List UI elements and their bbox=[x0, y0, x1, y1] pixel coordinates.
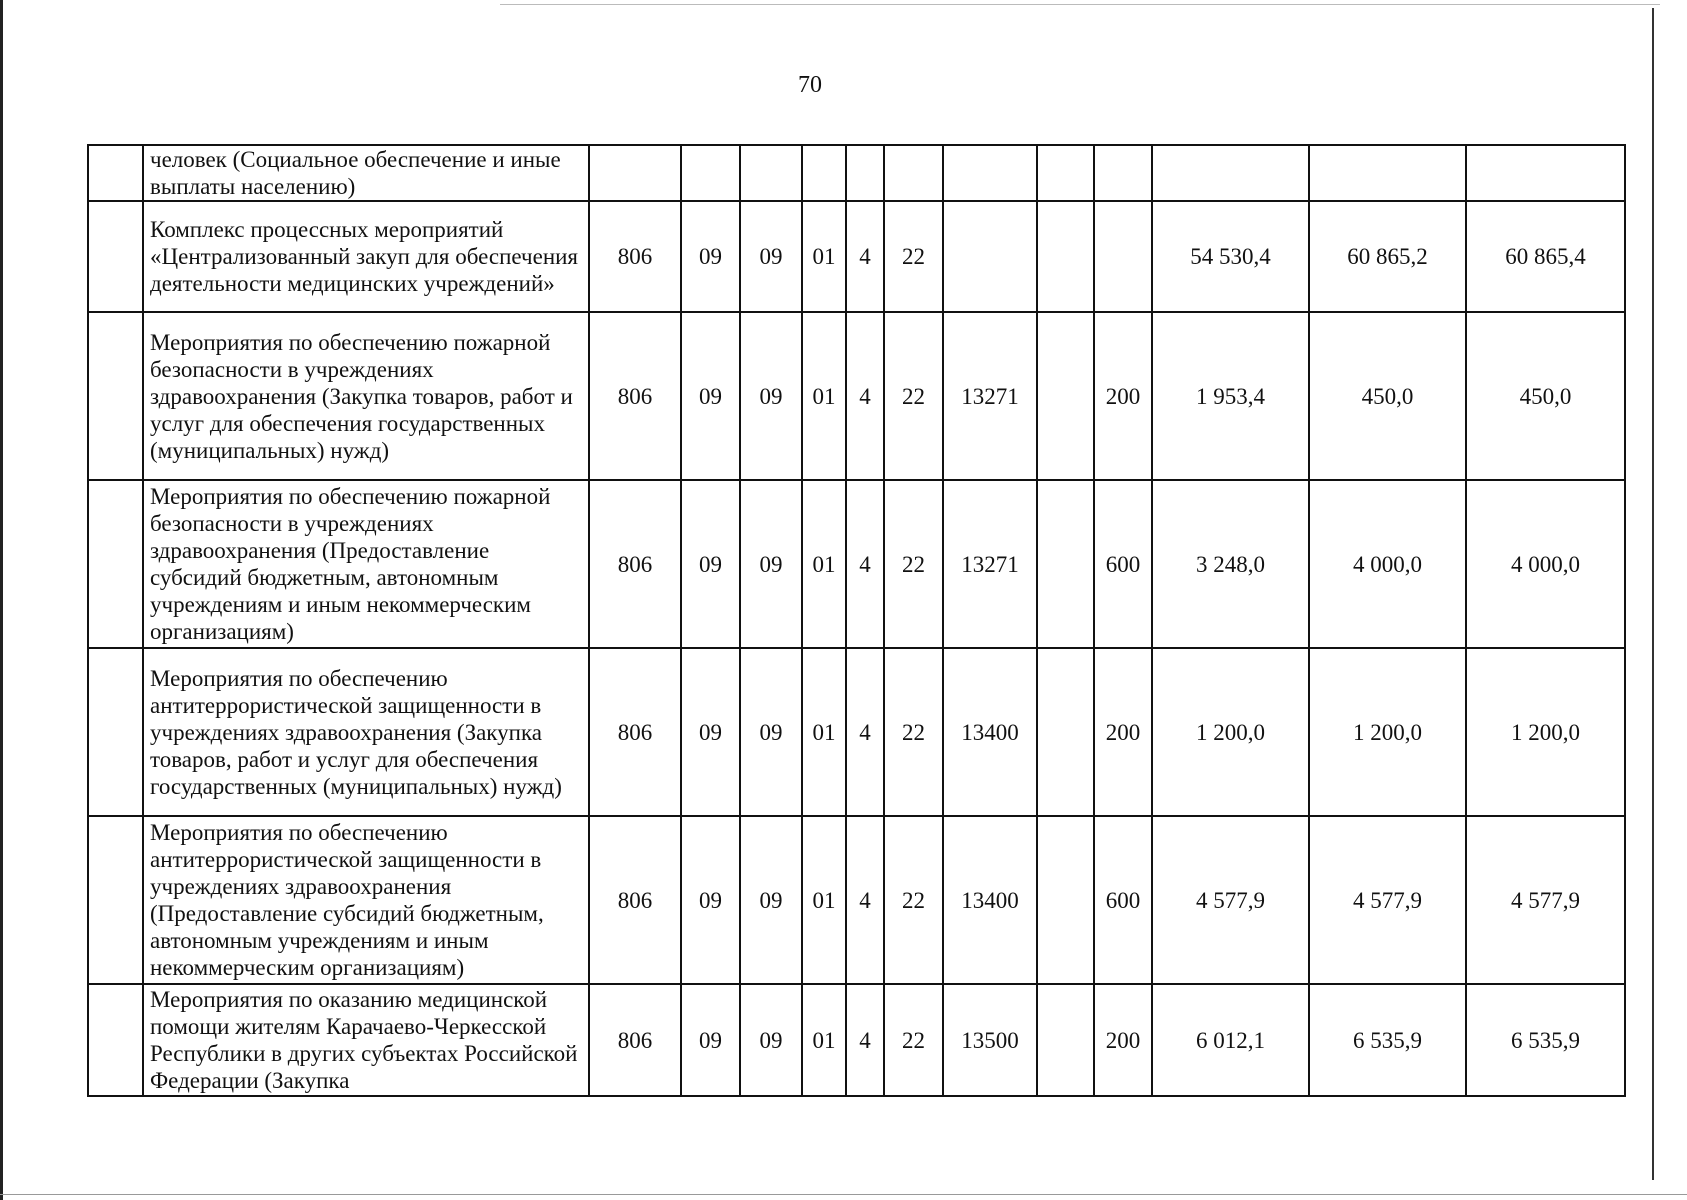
code-cell: 806 bbox=[589, 816, 681, 984]
code-cell: 200 bbox=[1094, 984, 1152, 1096]
row-index-cell bbox=[88, 480, 143, 648]
scan-line-top bbox=[500, 4, 1660, 5]
code-cell: 01 bbox=[802, 201, 846, 312]
code-cell: 09 bbox=[681, 312, 740, 480]
table-row bbox=[88, 201, 1625, 312]
code-cell: 806 bbox=[589, 312, 681, 480]
row-index-cell bbox=[88, 816, 143, 984]
code-cell: 09 bbox=[740, 816, 802, 984]
amount-cell: 1 953,4 bbox=[1152, 312, 1309, 480]
code-cell: 4 bbox=[846, 816, 884, 984]
scan-line-bottom bbox=[0, 1194, 1687, 1195]
code-cell: 22 bbox=[884, 984, 943, 1096]
amount-cell: 6 012,1 bbox=[1152, 984, 1309, 1096]
code-cell: 13400 bbox=[943, 816, 1037, 984]
code-cell bbox=[943, 145, 1037, 201]
code-cell: 13271 bbox=[943, 480, 1037, 648]
code-cell: 22 bbox=[884, 816, 943, 984]
amount-cell: 450,0 bbox=[1309, 312, 1466, 480]
code-cell: 01 bbox=[802, 816, 846, 984]
scan-edge-left bbox=[0, 0, 3, 1200]
code-cell: 806 bbox=[589, 480, 681, 648]
code-cell: 22 bbox=[884, 312, 943, 480]
code-cell: 09 bbox=[681, 816, 740, 984]
code-cell bbox=[1037, 984, 1094, 1096]
code-cell: 4 bbox=[846, 201, 884, 312]
table-row bbox=[88, 648, 1625, 816]
code-cell: 4 bbox=[846, 648, 884, 816]
code-cell bbox=[681, 145, 740, 201]
code-cell: 01 bbox=[802, 312, 846, 480]
amount-cell: 60 865,2 bbox=[1309, 201, 1466, 312]
amount-cell: 6 535,9 bbox=[1309, 984, 1466, 1096]
code-cell: 13500 bbox=[943, 984, 1037, 1096]
row-description: человек (Социальное обеспечение и иные выплаты населению) bbox=[143, 145, 589, 201]
code-cell: 4 bbox=[846, 480, 884, 648]
amount-cell: 1 200,0 bbox=[1152, 648, 1309, 816]
code-cell: 22 bbox=[884, 201, 943, 312]
code-cell bbox=[589, 145, 681, 201]
amount-cell: 4 577,9 bbox=[1152, 816, 1309, 984]
row-index-cell bbox=[88, 145, 143, 201]
code-cell: 22 bbox=[884, 480, 943, 648]
code-cell: 600 bbox=[1094, 816, 1152, 984]
code-cell: 4 bbox=[846, 984, 884, 1096]
row-description: Мероприятия по обеспечению антитеррористической защищенности в учреждениях здравоохранения (Предоставление субсидий бюджетным, автономным учреждениям и иным некоммерческим организациям) bbox=[143, 816, 589, 984]
code-cell: 09 bbox=[681, 201, 740, 312]
amount-cell: 4 000,0 bbox=[1309, 480, 1466, 648]
amount-cell: 4 577,9 bbox=[1309, 816, 1466, 984]
code-cell: 13400 bbox=[943, 648, 1037, 816]
code-cell: 09 bbox=[681, 648, 740, 816]
code-cell bbox=[1037, 312, 1094, 480]
code-cell bbox=[884, 145, 943, 201]
amount-cell: 6 535,9 bbox=[1466, 984, 1625, 1096]
code-cell: 01 bbox=[802, 648, 846, 816]
code-cell: 4 bbox=[846, 312, 884, 480]
code-cell bbox=[846, 145, 884, 201]
row-description: Мероприятия по обеспечению антитеррористической защищенности в учреждениях здравоохранения (Закупка товаров, работ и услуг для обеспечения государственных (муниципальных) нужд) bbox=[143, 648, 589, 816]
code-cell: 806 bbox=[589, 648, 681, 816]
code-cell bbox=[740, 145, 802, 201]
row-index-cell bbox=[88, 648, 143, 816]
code-cell: 09 bbox=[740, 201, 802, 312]
amount-cell: 3 248,0 bbox=[1152, 480, 1309, 648]
code-cell bbox=[802, 145, 846, 201]
scan-edge-right bbox=[1652, 8, 1654, 1180]
budget-table bbox=[87, 144, 1626, 1097]
row-description: Мероприятия по обеспечению пожарной безопасности в учреждениях здравоохранения (Закупка товаров, работ и услуг для обеспечения государственных (муниципальных) нужд) bbox=[143, 312, 589, 480]
code-cell bbox=[1037, 145, 1094, 201]
code-cell: 09 bbox=[740, 984, 802, 1096]
code-cell: 200 bbox=[1094, 312, 1152, 480]
code-cell: 01 bbox=[802, 480, 846, 648]
code-cell: 09 bbox=[740, 312, 802, 480]
table-row bbox=[88, 312, 1625, 480]
code-cell: 09 bbox=[740, 480, 802, 648]
row-description: Мероприятия по оказанию медицинской помощи жителям Карачаево-Черкесской Республики в других субъектах Российской Федерации (Закупка bbox=[143, 984, 589, 1096]
amount-cell: 54 530,4 bbox=[1152, 201, 1309, 312]
amount-cell: 450,0 bbox=[1466, 312, 1625, 480]
code-cell: 13271 bbox=[943, 312, 1037, 480]
code-cell: 01 bbox=[802, 984, 846, 1096]
code-cell bbox=[1037, 816, 1094, 984]
row-index-cell bbox=[88, 984, 143, 1096]
code-cell: 22 bbox=[884, 648, 943, 816]
code-cell bbox=[1094, 201, 1152, 312]
code-cell bbox=[1094, 145, 1152, 201]
amount-cell: 1 200,0 bbox=[1466, 648, 1625, 816]
table-row bbox=[88, 145, 1625, 201]
code-cell: 09 bbox=[681, 984, 740, 1096]
code-cell: 09 bbox=[740, 648, 802, 816]
page-number: 70 bbox=[798, 72, 822, 98]
table-row bbox=[88, 480, 1625, 648]
code-cell: 600 bbox=[1094, 480, 1152, 648]
code-cell bbox=[1037, 648, 1094, 816]
table-row bbox=[88, 984, 1625, 1096]
amount-cell bbox=[1309, 145, 1466, 201]
row-description: Комплекс процессных мероприятий «Централизованный закуп для обеспечения деятельности медицинских учреждений» bbox=[143, 201, 589, 312]
code-cell bbox=[1037, 480, 1094, 648]
amount-cell bbox=[1466, 145, 1625, 201]
code-cell bbox=[1037, 201, 1094, 312]
code-cell: 806 bbox=[589, 201, 681, 312]
code-cell: 200 bbox=[1094, 648, 1152, 816]
row-index-cell bbox=[88, 312, 143, 480]
code-cell: 806 bbox=[589, 984, 681, 1096]
amount-cell: 60 865,4 bbox=[1466, 201, 1625, 312]
row-index-cell bbox=[88, 201, 143, 312]
code-cell bbox=[943, 201, 1037, 312]
amount-cell: 4 577,9 bbox=[1466, 816, 1625, 984]
row-description: Мероприятия по обеспечению пожарной безопасности в учреждениях здравоохранения (Предоставление субсидий бюджетным, автономным учреждениям и иным некоммерческим организациям) bbox=[143, 480, 589, 648]
table-row bbox=[88, 816, 1625, 984]
amount-cell: 1 200,0 bbox=[1309, 648, 1466, 816]
amount-cell: 4 000,0 bbox=[1466, 480, 1625, 648]
code-cell: 09 bbox=[681, 480, 740, 648]
amount-cell bbox=[1152, 145, 1309, 201]
